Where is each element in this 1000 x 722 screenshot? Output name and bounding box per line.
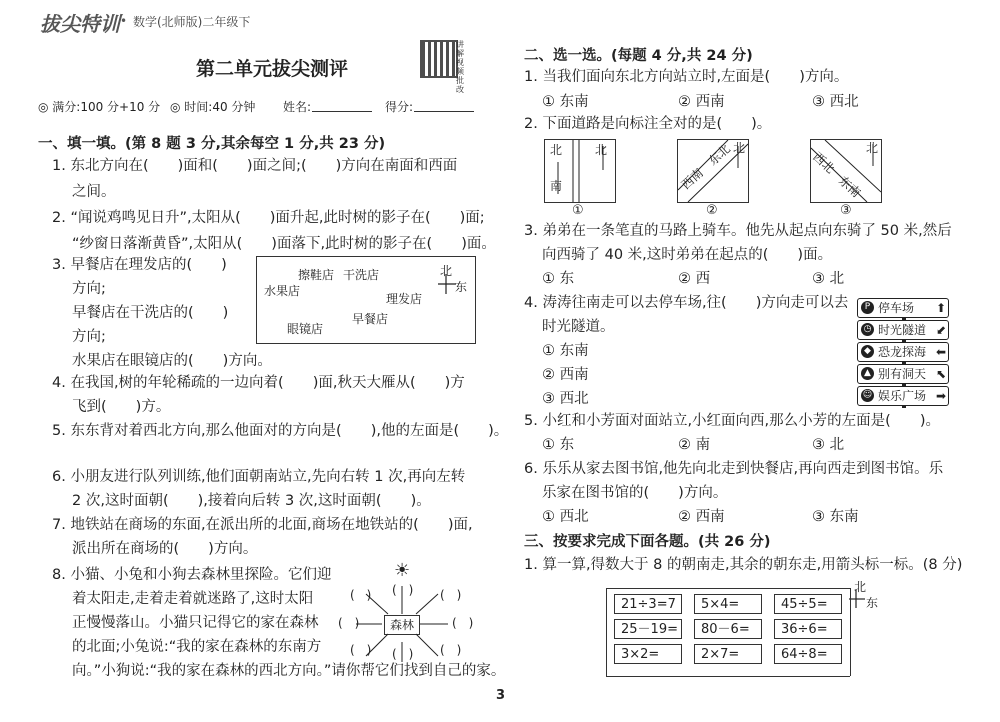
calc-cell[interactable]: 64÷8= — [774, 644, 842, 664]
map-east-label: 东 — [455, 280, 468, 294]
map-north-label: 北 — [440, 264, 453, 278]
s2-q1-opt3[interactable]: ③ 西北 — [812, 94, 859, 110]
forest-blank-ne[interactable]: ( ) — [440, 588, 462, 602]
sign-dinosaur — [857, 342, 949, 362]
sign-time-tunnel — [857, 320, 949, 340]
sign-cave-text: 别有洞天 — [878, 367, 927, 381]
s2-q5-stem: 5. 小红和小芳面对面站立,小红面向西,那么小芳的左面是( )。 — [524, 413, 940, 429]
calc-cell[interactable]: 3×2= — [614, 644, 682, 664]
road-label-1: ① — [572, 203, 584, 218]
road1-north: 北 — [550, 143, 563, 157]
forest-blank-s[interactable]: ( ) — [392, 647, 414, 661]
s3-compass-north: 北 — [854, 580, 867, 594]
s1-q8-line1: 8. 小猫、小兔和小狗去森林里探险。它们迎 — [52, 567, 332, 583]
s1-q3-line5: 水果店在眼镜店的( )方向。 — [72, 353, 272, 369]
road1-ref-north: 北 — [595, 143, 608, 157]
road2-southwest: 西南 — [678, 165, 706, 193]
cave-icon: ▲ — [861, 367, 874, 380]
s1-q4-line2: 飞到( )方。 — [72, 399, 171, 415]
s2-q6-opt1[interactable]: ① 西北 — [542, 509, 589, 525]
grid-bottom-line — [606, 676, 850, 677]
arrow-left-icon: ⬅ — [935, 345, 946, 359]
grid-top-line — [606, 588, 850, 589]
s2-q4-opt2[interactable]: ② 西南 — [542, 367, 589, 383]
sign-time-tunnel-text: 时光隧道 — [878, 323, 927, 337]
sign-amusement-text: 娱乐广场 — [878, 389, 927, 403]
s1-q1-line2: 之间。 — [72, 184, 116, 200]
s2-q3-opt2[interactable]: ② 西 — [678, 271, 711, 287]
clock-icon: ◷ — [861, 323, 874, 336]
s2-q6-opt3[interactable]: ③ 东南 — [812, 509, 859, 525]
smile-icon: ☺ — [862, 390, 873, 400]
s1-q3-line1: 3. 早餐店在理发店的( ) — [52, 257, 227, 273]
arrow-northwest-icon: ⬉ — [935, 367, 946, 381]
map-fruit-shop: 水果店 — [264, 284, 301, 298]
header-subject: 数学(北师版)二年级下 — [133, 15, 251, 29]
s1-q8-line4: 的北面;小兔说:“我的家在森林的东南方 — [72, 639, 322, 655]
s2-q4-opt3[interactable]: ③ 西北 — [542, 391, 589, 407]
calc-cell[interactable]: 5×4= — [694, 594, 762, 614]
s2-q5-opt2[interactable]: ② 南 — [678, 437, 711, 453]
s1-q8-line2: 着太阳走,走着走着就迷路了,这时太阳 — [72, 591, 314, 607]
s1-q6-line1: 6. 小朋友进行队列训练,他们面朝南站立,先向右转 1 次,再向左转 — [52, 469, 466, 485]
forest-blank-w[interactable]: ( ) — [338, 616, 360, 630]
s2-q4-line2: 时光隧道。 — [542, 319, 615, 335]
score-line[interactable] — [414, 111, 474, 112]
qr-code-icon — [420, 40, 458, 78]
s2-q1-opt1[interactable]: ① 东南 — [542, 94, 589, 110]
map-glasses: 眼镜店 — [287, 322, 324, 336]
s1-q2-line2: “纱窗日落渐黄昏”,太阳从( )面落下,此时树的影子在( )面。 — [72, 236, 496, 252]
s1-q3-line2: 方向; — [72, 281, 106, 297]
s2-q5-opt3[interactable]: ③ 北 — [812, 437, 845, 453]
time-limit: ◎ 时间:40 分钟 — [170, 100, 256, 114]
s1-q2-line1: 2. “闻说鸡鸣见日升”,太阳从( )面升起,此时树的影子在( )面; — [52, 210, 485, 226]
calc-cell[interactable]: 21÷3=7 — [614, 594, 682, 614]
section3-heading: 三、按要求完成下面各题。(共 26 分) — [524, 534, 771, 550]
s2-q3-opt3[interactable]: ③ 北 — [812, 271, 845, 287]
map-barber: 理发店 — [386, 292, 423, 306]
s2-q4-line1: 4. 涛涛往南走可以去停车场,往( )方向走可以去 — [524, 295, 849, 311]
map-shoe-shop: 擦鞋店 — [298, 268, 335, 282]
road2-northeast: 东北 — [705, 141, 733, 169]
section2-heading: 二、选一选。(每题 4 分,共 24 分) — [524, 48, 753, 64]
forest-blank-n[interactable]: ( ) — [392, 583, 414, 597]
calc-cell[interactable]: 36÷6= — [774, 619, 842, 639]
calc-cell[interactable]: 25－19= — [614, 619, 682, 639]
road-label-2: ② — [706, 203, 718, 218]
map-breakfast: 早餐店 — [352, 312, 389, 326]
map-compass-icon — [436, 272, 458, 296]
s1-q3-line4: 方向; — [72, 329, 106, 345]
s3-q1-stem: 1. 算一算,得数大于 8 的朝南走,其余的朝东走,用箭头标一标。(8 分) — [524, 557, 963, 573]
s1-q7-line1: 7. 地铁站在商场的东面,在派出所的北面,商场在地铁站的( )面, — [52, 517, 473, 533]
road1-south: 南 — [550, 179, 563, 193]
arrow-up-icon: ⬆ — [935, 301, 946, 315]
road3-southeast: 东南 — [836, 173, 864, 201]
s1-q8-line5: 向。”小狗说:“我的家在森林的西北方向。”请你帮它们找到自己的家。 — [72, 663, 506, 679]
s1-q4-line1: 4. 在我国,树的年轮稀疏的一边向着( )面,秋天大雁从( )方 — [52, 375, 465, 391]
road2-ref-north: 北 — [733, 141, 746, 155]
dinosaur-icon: ◆ — [861, 345, 874, 358]
s3-compass-east: 东 — [866, 596, 879, 610]
forest-box: 森林 — [384, 615, 420, 635]
s2-q6-line1: 6. 乐乐从家去图书馆,他先向北走到快餐店,再向西走到图书馆。乐 — [524, 461, 944, 477]
forest-blank-e[interactable]: ( ) — [452, 616, 474, 630]
sign-cave — [857, 364, 949, 384]
arrow-southwest-icon: ⬋ — [935, 323, 946, 337]
s2-q1-opt2[interactable]: ② 西南 — [678, 94, 725, 110]
sign-dinosaur-text: 恐龙探海 — [878, 345, 927, 359]
s1-q1-line1: 1. 东北方向在( )面和( )面之间;( )方向在南面和西面 — [52, 158, 458, 174]
s1-q8-line3: 正慢慢落山。小猫只记得它的家在森林 — [72, 615, 319, 631]
s2-q1-stem: 1. 当我们面向东北方向站立时,左面是( )方向。 — [524, 69, 849, 85]
page-number: 3 — [496, 688, 506, 703]
score-label: 得分: — [385, 100, 414, 114]
full-score: ◎ 满分:100 分+10 分 — [38, 100, 161, 114]
s1-q7-line2: 派出所在商场的( )方向。 — [72, 541, 258, 557]
name-line[interactable] — [312, 111, 372, 112]
s1-q5: 5. 东东背对着西北方向,那么他面对的方向是( ),他的左面是( )。 — [52, 423, 509, 439]
road3-ref-north: 北 — [866, 141, 879, 155]
section1-heading: 一、填一填。(第 8 题 3 分,其余每空 1 分,共 23 分) — [38, 136, 386, 152]
s2-q2-stem: 2. 下面道路是向标注全对的是( )。 — [524, 116, 772, 132]
s2-q3-opt1[interactable]: ① 东 — [542, 271, 575, 287]
s2-q4-opt1[interactable]: ① 东南 — [542, 343, 589, 359]
brand-logo: 拔尖特训 — [40, 12, 120, 36]
road-label-3: ③ — [840, 203, 852, 218]
sun-icon: ☀ — [394, 560, 411, 581]
sign-parking — [857, 298, 949, 318]
qr-label: 讲 解 视 频 批 改 — [456, 40, 464, 94]
road3-northwest: 西北 — [810, 149, 838, 177]
calc-cell[interactable]: 80－6= — [694, 619, 762, 639]
forest-blank-nw[interactable]: ( ) — [350, 588, 372, 602]
sign-parking-text: 停车场 — [878, 301, 915, 315]
parking-icon: P — [861, 301, 874, 314]
map-laundry: 干洗店 — [343, 268, 380, 282]
name-label: 姓名: — [283, 100, 312, 114]
s1-q6-line2: 2 次,这时面朝( ),接着向后转 3 次,这时面朝( )。 — [72, 493, 431, 509]
sign-amusement — [857, 386, 949, 406]
s1-q3-line3: 早餐店在干洗店的( ) — [72, 305, 229, 321]
arrow-right-icon: ➡ — [935, 389, 946, 403]
s2-q3-line1: 3. 弟弟在一条笔直的马路上骑车。他先从起点向东骑了 50 米,然后 — [524, 223, 952, 239]
forest-blank-se[interactable]: ( ) — [440, 643, 462, 657]
s2-q6-line2: 乐家在图书馆的( )方向。 — [542, 485, 728, 501]
header-dot: • — [120, 14, 128, 28]
s2-q3-line2: 向西骑了 40 米,这时弟弟在起点的( )面。 — [542, 247, 833, 263]
grid-right-line — [850, 588, 851, 676]
s2-q5-opt1[interactable]: ① 东 — [542, 437, 575, 453]
forest-blank-sw[interactable]: ( ) — [350, 643, 372, 657]
s2-q6-opt2[interactable]: ② 西南 — [678, 509, 725, 525]
calc-cell[interactable]: 45÷5= — [774, 594, 842, 614]
grid-left-line — [606, 588, 607, 676]
calc-cell[interactable]: 2×7= — [694, 644, 762, 664]
page-title: 第二单元拔尖测评 — [196, 58, 349, 80]
